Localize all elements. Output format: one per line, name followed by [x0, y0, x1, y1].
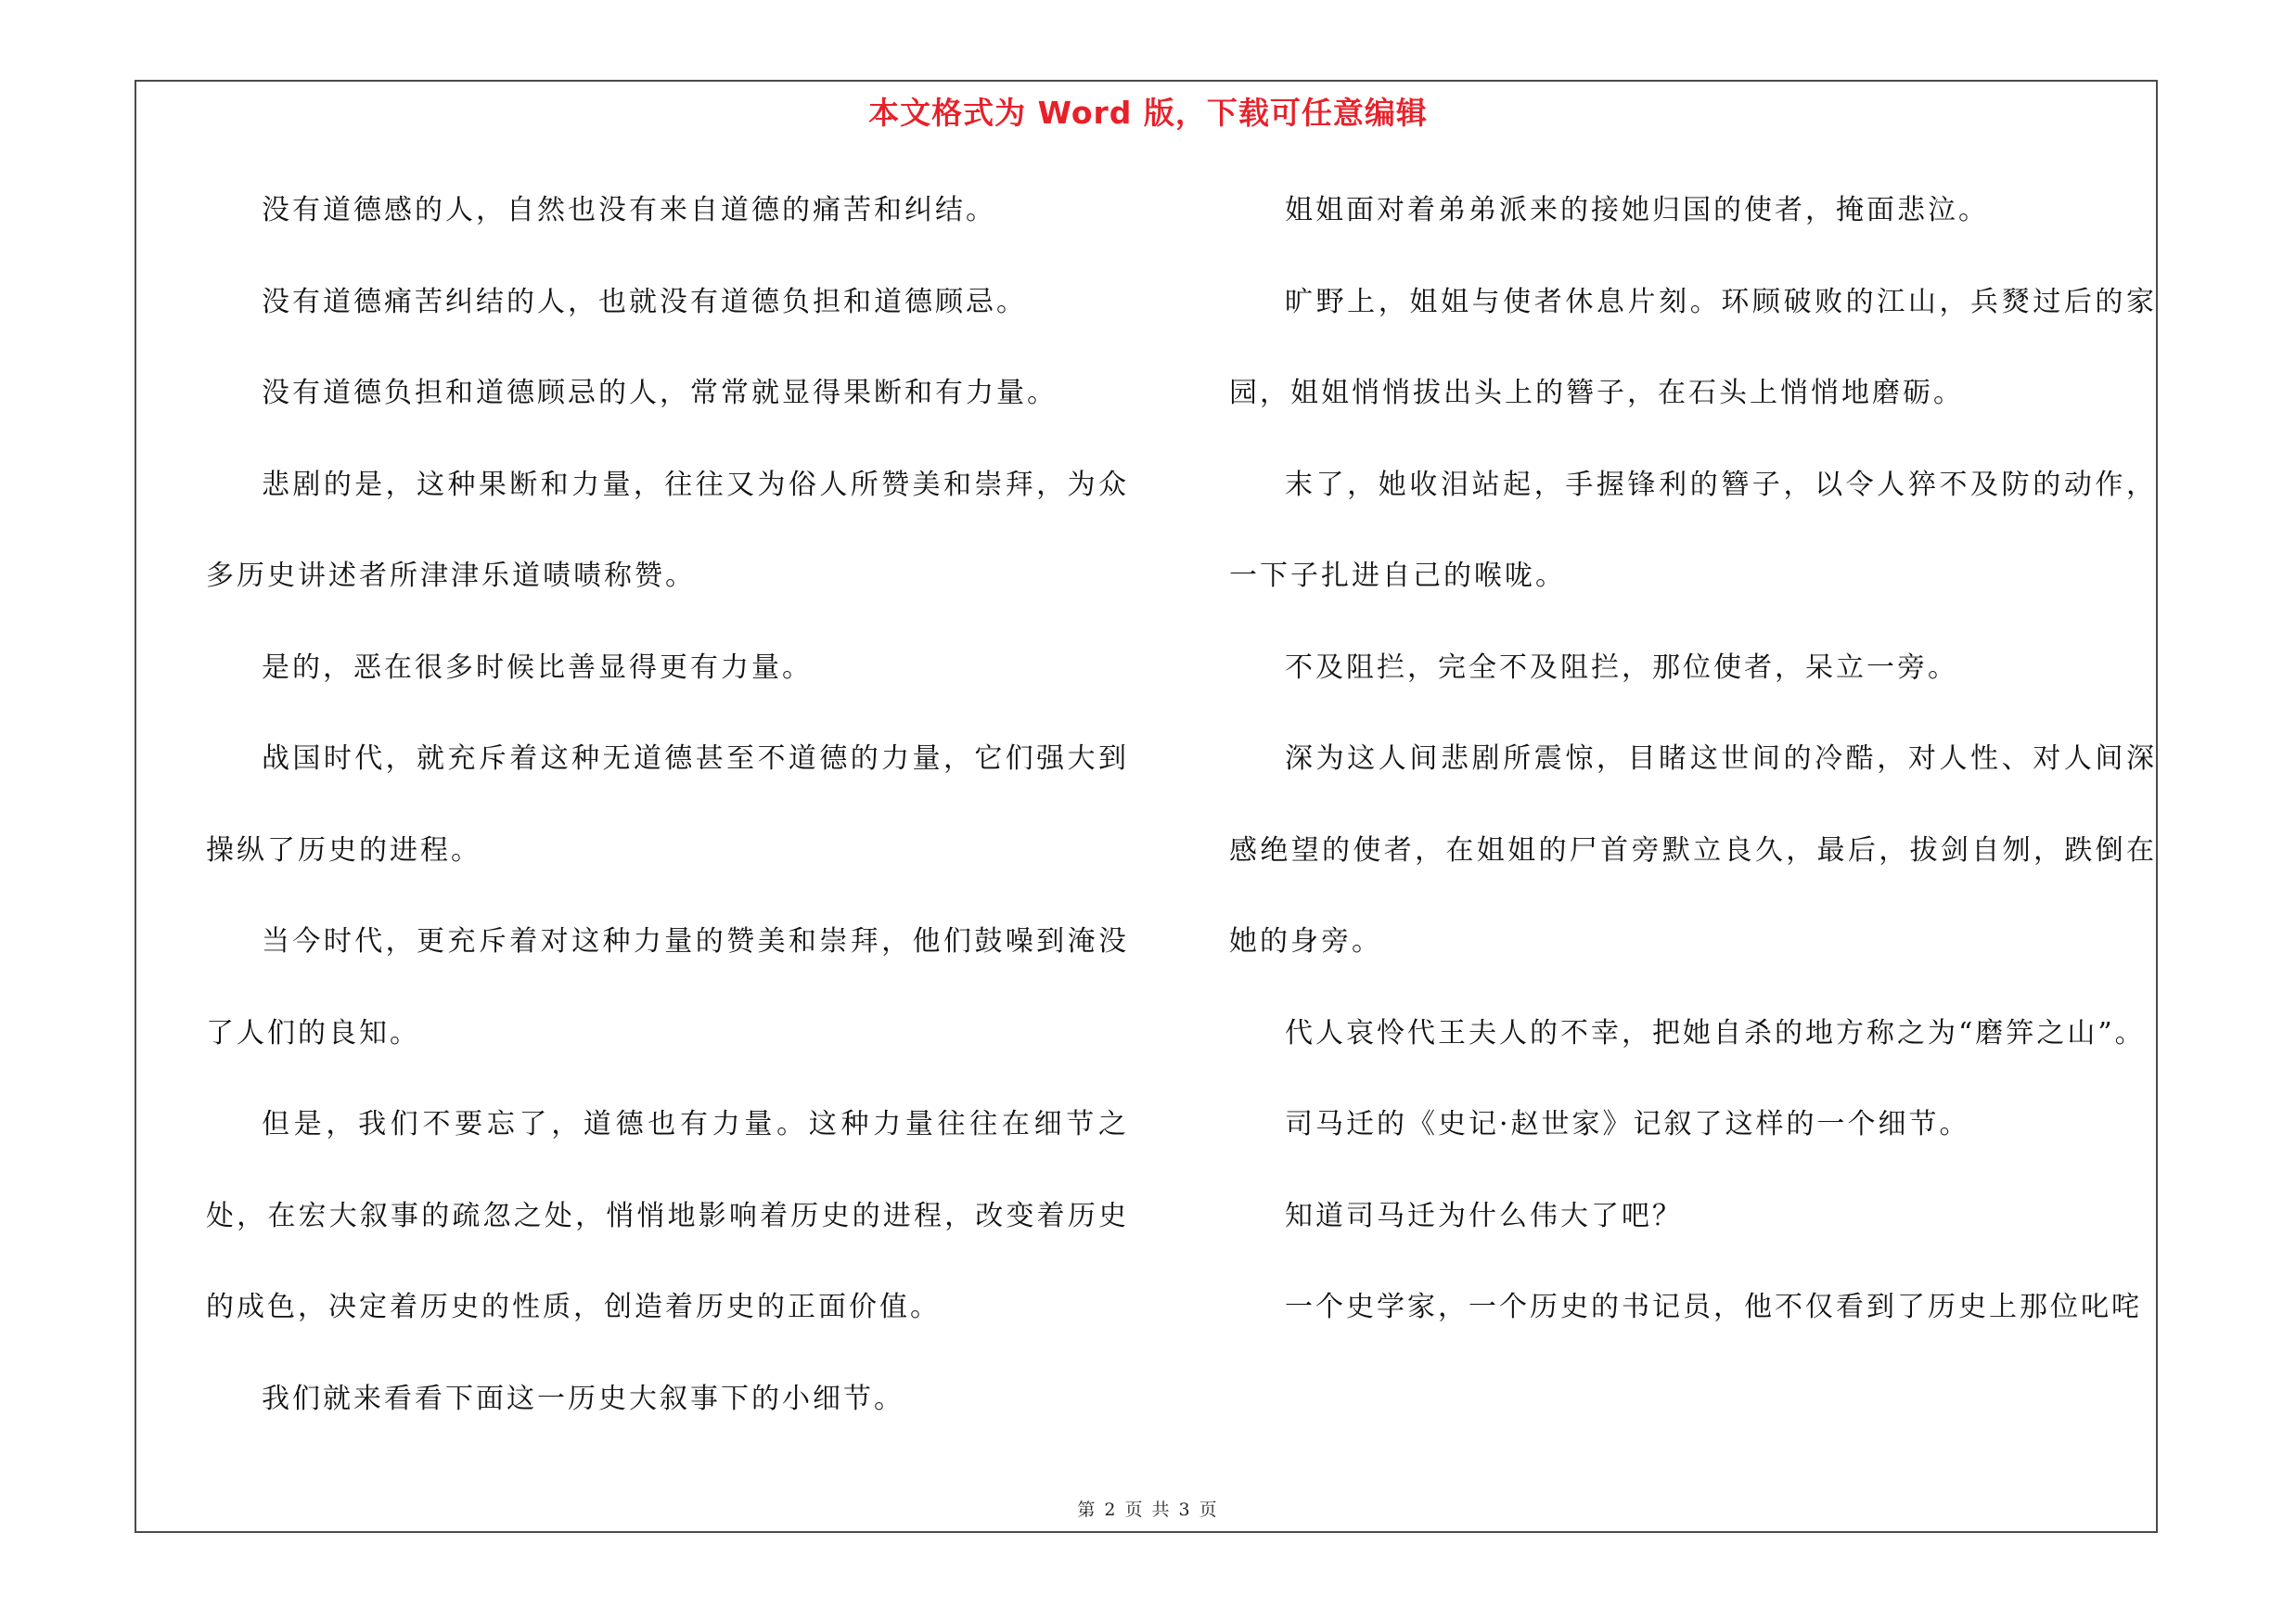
paragraph: 悲剧的是，这种果断和力量，往往又为俗人所赞美和崇拜，为众多历史讲述者所津津乐道啧啧称赞。 [206, 468, 1129, 592]
page-number-footer: 第 2 页 共 3 页 [1077, 1500, 1219, 1520]
paragraph: 没有道德痛苦纠结的人，也就没有道德负担和道德顾忌。 [262, 285, 1027, 318]
paragraph: 旷野上，姐姐与使者休息片刻。环顾破败的江山，兵燹过后的家园，姐姐悄悄拔出头上的簪子，在石头上悄悄地磨砺。 [1229, 285, 2157, 409]
right-text-column [1229, 165, 2157, 1354]
paragraph: 我们就来看看下面这一历史大叙事下的小细节。 [262, 1382, 904, 1415]
paragraph: 没有道德感的人，自然也没有来自道德的痛苦和纠结。 [262, 194, 996, 226]
paragraph: 司马迁的《史记·赵世家》记叙了这样的一个细节。 [1285, 1108, 1970, 1140]
paragraph: 战国时代，就充斥着这种无道德甚至不道德的力量，它们强大到操纵了历史的进程。 [206, 742, 1129, 867]
paragraph: 姐姐面对着弟弟派来的接她归国的使者，掩面悲泣。 [1285, 194, 1989, 226]
paragraph: 是的，恶在很多时候比善显得更有力量。 [262, 650, 813, 684]
left-text-column [206, 165, 1129, 1445]
paragraph: 一个史学家，一个历史的书记员，他不仅看到了历史上那位叱咤 [1285, 1291, 2142, 1323]
paragraph: 当今时代，更充斥着对这种力量的赞美和崇拜，他们鼓噪到淹没了人们的良知。 [206, 925, 1129, 1050]
paragraph: 知道司马迁为什么伟大了吧？ [1285, 1199, 1683, 1232]
paragraph: 末了，她收泪站起，手握锋利的簪子，以令人猝不及防的动作，一下子扎进自己的喉咙。 [1229, 468, 2157, 592]
paragraph: 没有道德负担和道德顾忌的人，常常就显得果断和有力量。 [262, 377, 1058, 409]
paragraph: 代人哀怜代王夫人的不幸，把她自杀的地方称之为“磨笄之山”。 [1285, 1016, 2146, 1050]
paragraph: 但是，我们不要忘了，道德也有力量。这种力量往往在细节之处，在宏大叙事的疏忽之处，悄悄地影响着历史的进程，改变着历史的成色，决定着历史的性质，创造着历史的正面价值。 [206, 1108, 1129, 1323]
paragraph: 不及阻拦，完全不及阻拦，那位使者，呆立一旁。 [1285, 650, 1958, 684]
format-banner: 本文格式为 Word 版，下载可任意编辑 [868, 95, 1428, 131]
paragraph: 深为这人间悲剧所震惊，目睹这世间的冷酷，对人性、对人间深感绝望的使者，在姐姐的尸首旁默立良久，最后，拔剑自刎，跌倒在她的身旁。 [1229, 742, 2157, 958]
